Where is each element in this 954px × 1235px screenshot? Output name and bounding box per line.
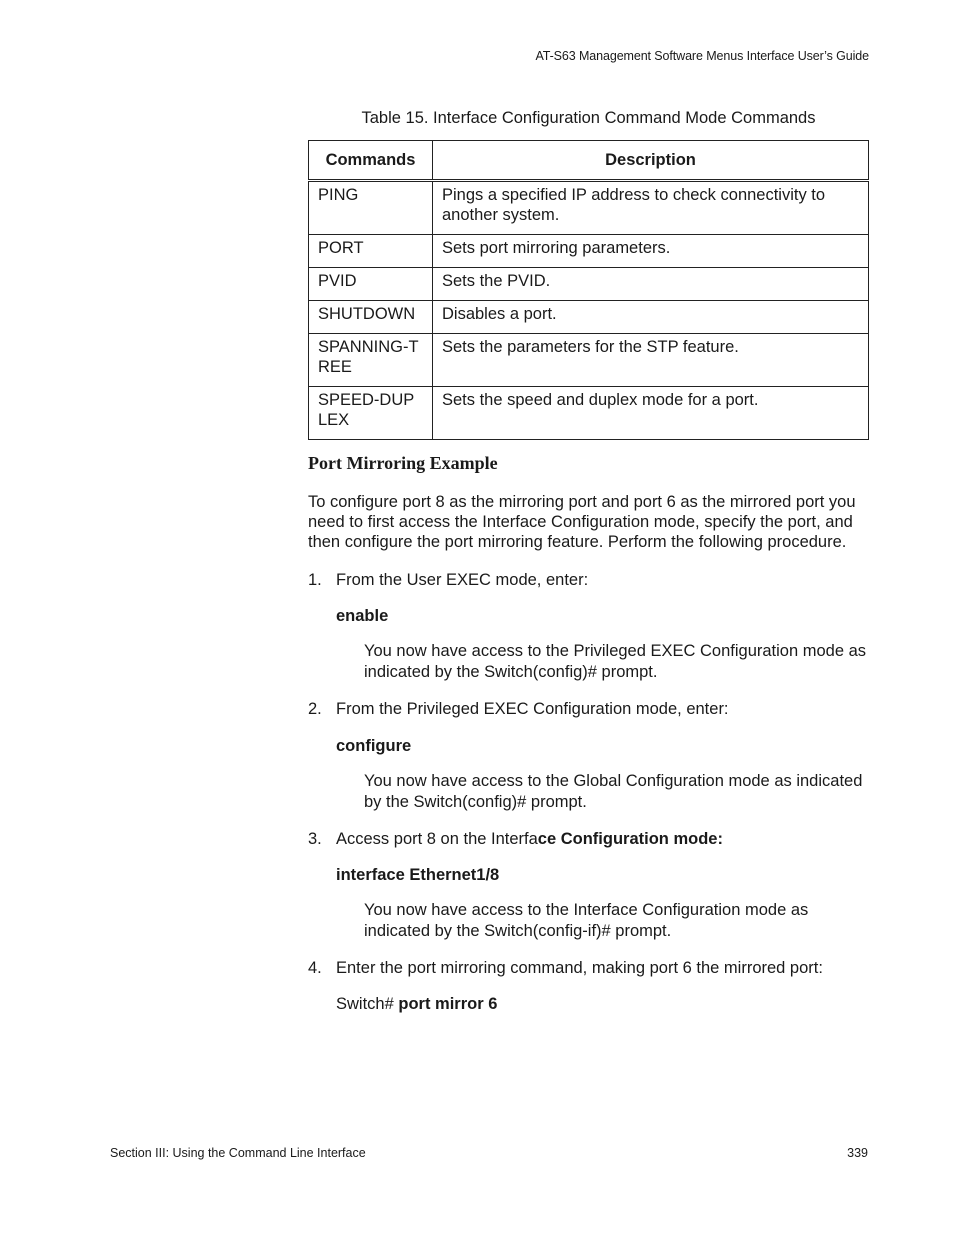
description-cell: Sets the speed and duplex mode for a port. xyxy=(433,387,869,440)
command-text: port mirror 6 xyxy=(398,995,498,1013)
command-cell: PORT xyxy=(309,235,433,268)
command-cell: PING xyxy=(309,181,433,235)
column-header-commands: Commands xyxy=(309,141,433,181)
step-text: From the Privileged EXEC Configuration mode, enter: xyxy=(336,700,729,718)
description-cell: Sets the parameters for the STP feature. xyxy=(433,334,869,387)
step-note: You now have access to the Privileged EXEC Configuration mode as indicated by the Switch(config)# prompt. xyxy=(364,642,867,681)
step-number: 4. xyxy=(308,959,322,977)
step-text: From the User EXEC mode, enter: xyxy=(336,571,589,589)
step-number: 1. xyxy=(308,571,322,589)
command-line xyxy=(336,995,497,1014)
step-number: 2. xyxy=(308,700,322,718)
command-line: interface Ethernet1/8 xyxy=(336,866,500,884)
description-cell: Pings a specified IP address to check connectivity to another system. xyxy=(433,181,869,235)
table-row xyxy=(309,235,869,268)
intro-paragraph: To configure port 8 as the mirroring port and port 6 as the mirrored port you need to first access the Interface Configuration mode, specify the port, and then configure the port mirroring feature. Perform the following procedure. xyxy=(308,493,856,552)
table-row xyxy=(309,334,869,387)
step-note: You now have access to the Global Configuration mode as indicated by the Switch(config)# prompt. xyxy=(364,772,863,811)
running-header: AT-S63 Management Software Menus Interface User’s Guide xyxy=(535,49,869,63)
step-text: Enter the port mirroring command, making port 6 the mirrored port: xyxy=(336,959,823,977)
command-line: configure xyxy=(336,737,412,755)
footer-section: Section III: Using the Command Line Interface xyxy=(110,1146,366,1160)
step-text-bold: ce Configuration mode: xyxy=(537,830,723,848)
command-cell: SPANNING-TREE xyxy=(309,334,433,387)
table-caption: Table 15. Interface Configuration Command Mode Commands xyxy=(361,109,816,127)
commands-table xyxy=(308,140,869,440)
step-text xyxy=(336,829,723,849)
table-row xyxy=(309,268,869,301)
command-cell: SPEED-DUPLEX xyxy=(309,387,433,440)
command-prompt: Switch# xyxy=(336,995,399,1013)
table-row xyxy=(309,181,869,235)
section-heading: Port Mirroring Example xyxy=(308,453,498,473)
description-cell: Sets the PVID. xyxy=(433,268,869,301)
column-header-description: Description xyxy=(433,141,869,181)
table-header-row xyxy=(309,141,869,181)
step-number: 3. xyxy=(308,830,322,848)
step-note: You now have access to the Interface Configuration mode as indicated by the Switch(config-if)# prompt. xyxy=(364,901,809,940)
table-row xyxy=(309,301,869,334)
description-cell: Disables a port. xyxy=(433,301,869,334)
command-cell: SHUTDOWN xyxy=(309,301,433,334)
step-text-plain: Access port 8 on the Interfa xyxy=(336,830,538,848)
page-number: 339 xyxy=(847,1146,868,1160)
description-cell: Sets port mirroring parameters. xyxy=(433,235,869,268)
command-line: enable xyxy=(336,607,389,625)
table-row xyxy=(309,387,869,440)
command-cell: PVID xyxy=(309,268,433,301)
